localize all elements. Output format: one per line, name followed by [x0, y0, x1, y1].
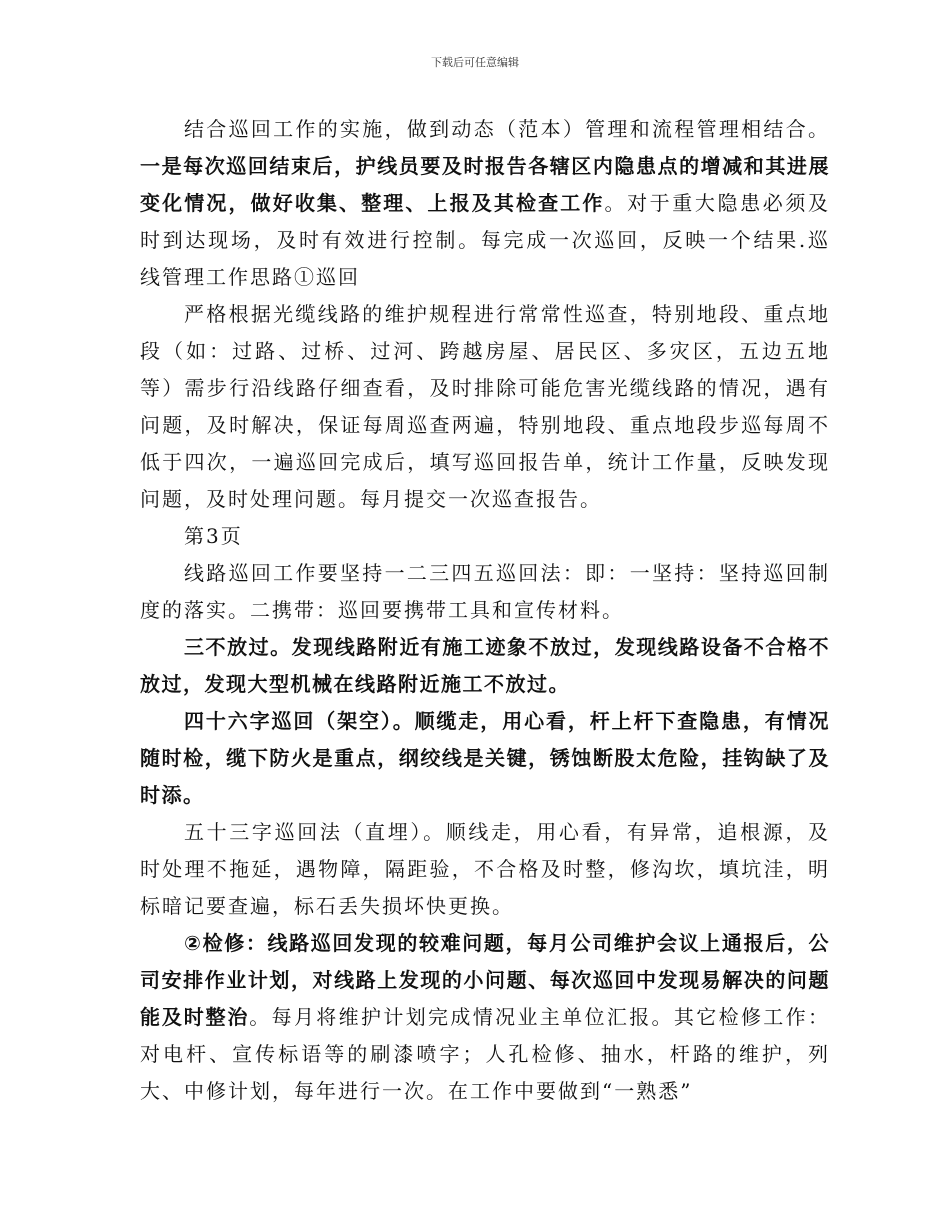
text-segment: 严格根据光缆线路的维护规程进行常常性巡查，特别地段、重点地段（如：过路、过桥、过河、跨越房屋、居民区、多灾区，五边五地等）需步行沿线路仔细查看，及时排除可能危害光缆线路的情况，遇有问题，及时解决，保证每周巡查两遍，特别地段、重点地段步巡每周不低于四次，一遍巡回完成后，填写巡回报告单，统计工作量，反映发现问题，及时处理问题。每月提交一次巡查报告。: [140, 302, 830, 511]
paragraph-aerial-patrol: [140, 703, 830, 814]
paragraph-maintenance: [140, 925, 830, 1110]
paragraph-buried-patrol: [140, 814, 830, 925]
bold-text-segment: 一是每次巡回结束后，护线员要及时报告各辖区内隐患点的增减和其进展变化情况，做好收集、整理、上报及其检查工作: [140, 154, 830, 215]
paragraph-patrol-rules: [140, 296, 830, 518]
paragraph-dynamic-management: [140, 111, 830, 296]
document-body: [140, 111, 830, 1110]
paragraph-three-not-let-go: [140, 629, 830, 703]
text-segment: 。对于重大隐患必须及时到达现场，及时有效进行控制。每完成一次巡回，反映一个结果.巡线管理工作思路①巡回: [140, 191, 831, 289]
bold-text-segment: 三不放过。发现线路附近有施工迹象不放过，发现线路设备不合格不放过，发现大型机械在线路附近施工不放过。: [140, 635, 830, 696]
bold-text-segment: ②检修：线路巡回发现的较难问题，每月公司维护会议上通报后，公司安排作业计划，对线路上发现的小问题、每次巡回中发现易解决的问题能及时整治: [140, 931, 830, 1029]
paragraph-patrol-method: [140, 555, 830, 629]
text-segment: 。每月将维护计划完成情况业主单位汇报。其它检修工作：对电杆、宣传标语等的刷漆喷字；人孔检修、抽水，杆路的维护，列大、中修计划，每年进行一次。在工作中要做到“一熟悉”: [140, 1005, 830, 1103]
text-segment: 五十三字巡回法（直埋）。顺线走，用心看，有异常，追根源，及时处理不拖延，遇物障，隔距验，不合格及时整，修沟坎，填坑洼，明标暗记要查遍，标石丢失损坏快更换。: [140, 820, 830, 918]
text-segment: 结合巡回工作的实施，做到动态（范本）管理和流程管理相结合。: [184, 117, 830, 141]
page-header: 下载后可任意编辑: [431, 56, 519, 69]
text-segment: 第3页: [184, 524, 243, 548]
bold-text-segment: 四十六字巡回（架空）。顺缆走，用心看，杆上杆下查隐患，有情况随时检，缆下防火是重点，纲绞线是关键，锈蚀断股太危险，挂钩缺了及时添。: [140, 709, 830, 807]
text-segment: 线路巡回工作要坚持一二三四五巡回法：即：一坚持：坚持巡回制度的落实。二携带：巡回要携带工具和宣传材料。: [140, 561, 830, 622]
page-number-text: [140, 518, 830, 555]
